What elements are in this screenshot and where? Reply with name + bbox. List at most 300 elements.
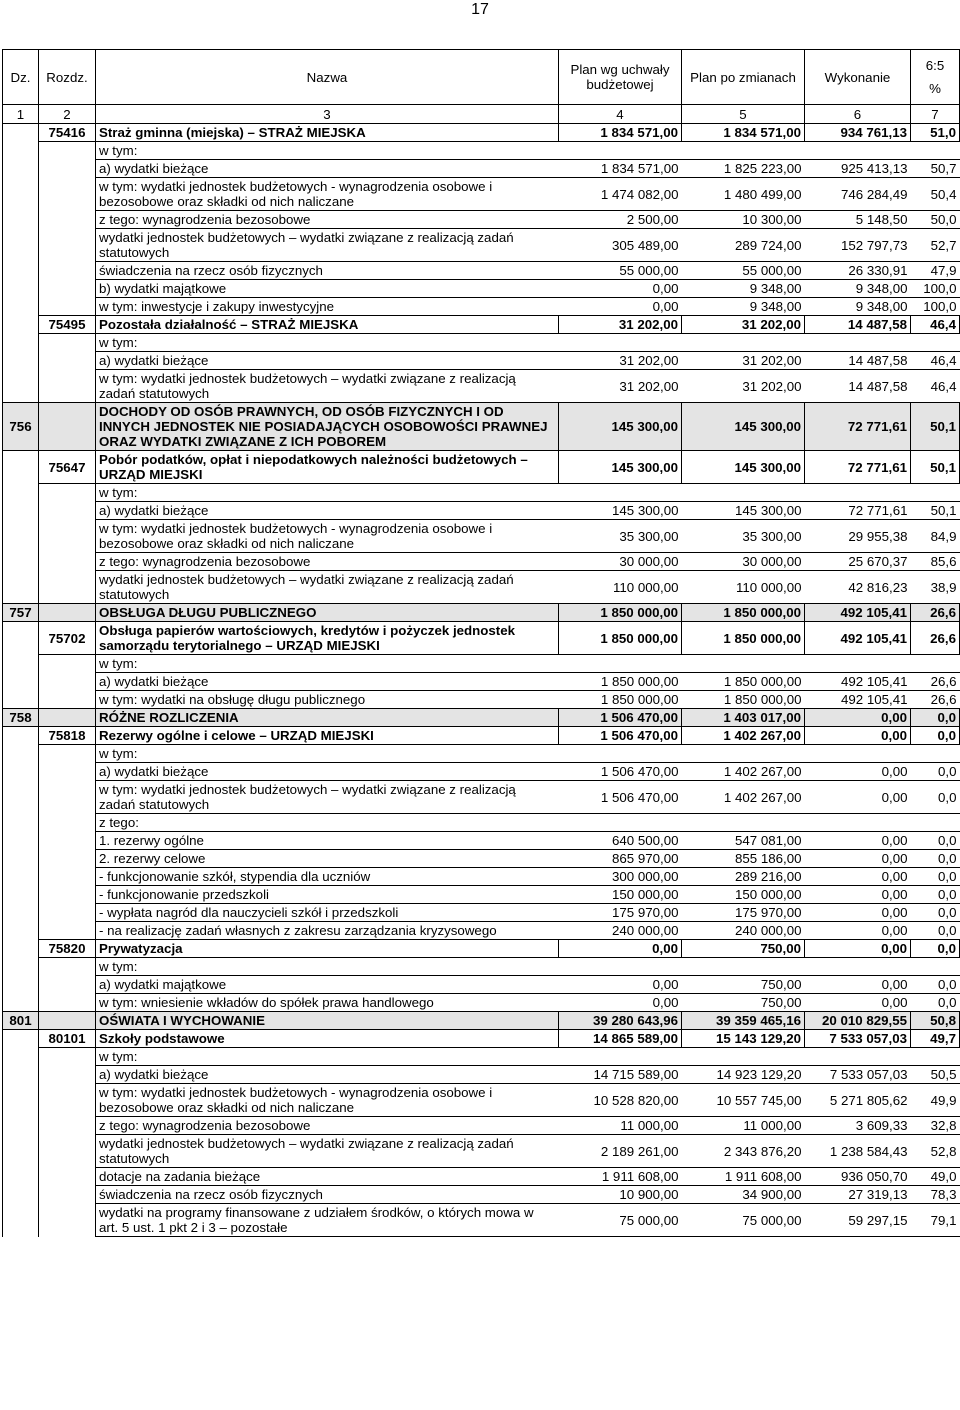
row-name: - na realizację zadań własnych z zakresu zarządzania kryzysowego (96, 922, 559, 940)
table-row (3, 904, 960, 922)
rozdzial-code (39, 1066, 96, 1084)
plan-after-changes-value: 1 402 267,00 (682, 781, 805, 814)
execution-percent: 0,0 (911, 709, 960, 727)
execution-value: 492 105,41 (805, 604, 911, 622)
execution-value: 14 487,58 (805, 370, 911, 403)
rozdzial-code (39, 958, 96, 976)
execution-percent: 0,0 (911, 763, 960, 781)
dzial-code (3, 940, 39, 958)
execution-value: 492 105,41 (805, 691, 911, 709)
dzial-code (3, 1186, 39, 1204)
header-dz: Dz. (3, 50, 39, 105)
plan-after-changes-value: 1 850 000,00 (682, 622, 805, 655)
dzial-code (3, 763, 39, 781)
rozdzial-code (39, 976, 96, 994)
row-name: w tym: wydatki jednostek budżetowych – wydatki związane z realizacją zadań statutowych (96, 370, 559, 403)
table-row (3, 763, 960, 781)
row-name: a) wydatki bieżące (96, 763, 559, 781)
execution-percent: 51,0 (911, 124, 960, 142)
execution-percent: 0,0 (911, 781, 960, 814)
execution-value: 1 238 584,43 (805, 1135, 911, 1168)
execution-percent: 26,6 (911, 604, 960, 622)
plan-after-changes-value: 1 850 000,00 (682, 604, 805, 622)
rozdzial-code (39, 763, 96, 781)
rozdzial-code (39, 160, 96, 178)
row-name: Szkoły podstawowe (96, 1030, 559, 1048)
execution-percent: 0,0 (911, 868, 960, 886)
execution-value: 152 797,73 (805, 229, 911, 262)
plan-value: 1 850 000,00 (559, 691, 682, 709)
dzial-code (3, 124, 39, 142)
table-row (3, 850, 960, 868)
row-name: Prywatyzacja (96, 940, 559, 958)
rozdzial-code (39, 502, 96, 520)
execution-value (805, 655, 911, 673)
colnum-3: 3 (96, 105, 559, 124)
execution-value: 42 816,23 (805, 571, 911, 604)
dzial-code (3, 1117, 39, 1135)
plan-after-changes-value: 1 403 017,00 (682, 709, 805, 727)
table-row (3, 352, 960, 370)
plan-value: 175 970,00 (559, 904, 682, 922)
execution-value (805, 1048, 911, 1066)
plan-after-changes-value: 31 202,00 (682, 352, 805, 370)
dzial-code (3, 298, 39, 316)
row-name: a) wydatki bieżące (96, 1066, 559, 1084)
row-name: w tym: wydatki na obsługę długu publicznego (96, 691, 559, 709)
rozdzial-code (39, 691, 96, 709)
execution-percent: 52,7 (911, 229, 960, 262)
table-row (3, 868, 960, 886)
dzial-code (3, 1135, 39, 1168)
table-row (3, 1066, 960, 1084)
rozdzial-code (39, 709, 96, 727)
plan-value: 150 000,00 (559, 886, 682, 904)
plan-value: 145 300,00 (559, 502, 682, 520)
execution-value: 0,00 (805, 976, 911, 994)
header-nazwa: Nazwa (96, 50, 559, 105)
row-name: DOCHODY OD OSÓB PRAWNYCH, OD OSÓB FIZYCZNYCH I OD INNYCH JEDNOSTEK NIE POSIADAJĄCYCH OSOBOWOŚCI PRAWNEJ ORAZ WYDATKI ZWIĄZANE Z ICH POBOREM (96, 403, 559, 451)
row-name: a) wydatki bieżące (96, 160, 559, 178)
dzial-row (3, 1012, 960, 1030)
rozdzial-code (39, 994, 96, 1012)
row-name: wydatki jednostek budżetowych – wydatki związane z realizacją zadań statutowych (96, 229, 559, 262)
rozdzial-row (3, 940, 960, 958)
dzial-code (3, 814, 39, 832)
execution-percent (911, 958, 960, 976)
execution-percent: 49,7 (911, 1030, 960, 1048)
plan-value: 10 900,00 (559, 1186, 682, 1204)
execution-value: 492 105,41 (805, 673, 911, 691)
header-plan: Plan wg uchwały budżetowej (559, 50, 682, 105)
rozdzial-code (39, 229, 96, 262)
row-name: Pozostała działalność – STRAŻ MIEJSKA (96, 316, 559, 334)
plan-after-changes-value: 11 000,00 (682, 1117, 805, 1135)
table-row (3, 298, 960, 316)
plan-value: 55 000,00 (559, 262, 682, 280)
rozdzial-code (39, 832, 96, 850)
rozdzial-code: 75647 (39, 451, 96, 484)
row-name: w tym: wydatki jednostek budżetowych - wynagrodzenia osobowe i bezosobowe oraz składki od nich naliczane (96, 178, 559, 211)
execution-value: 25 670,37 (805, 553, 911, 571)
plan-value: 1 850 000,00 (559, 622, 682, 655)
rozdzial-code (39, 886, 96, 904)
plan-after-changes-value: 145 300,00 (682, 403, 805, 451)
rozdzial-code (39, 655, 96, 673)
plan-after-changes-value: 2 343 876,20 (682, 1135, 805, 1168)
execution-percent: 38,9 (911, 571, 960, 604)
execution-value: 7 533 057,03 (805, 1066, 911, 1084)
rozdzial-code (39, 904, 96, 922)
row-name: Obsługa papierów wartościowych, kredytów i pożyczek jednostek samorządu terytorialnego – URZĄD MIEJSKI (96, 622, 559, 655)
colnum-7: 7 (911, 105, 960, 124)
rozdzial-code (39, 571, 96, 604)
execution-value: 492 105,41 (805, 622, 911, 655)
table-row (3, 178, 960, 211)
table-row (3, 211, 960, 229)
plan-after-changes-value: 547 081,00 (682, 832, 805, 850)
execution-percent: 26,6 (911, 622, 960, 655)
plan-value: 0,00 (559, 298, 682, 316)
execution-percent: 49,9 (911, 1084, 960, 1117)
table-row (3, 1168, 960, 1186)
plan-value: 0,00 (559, 976, 682, 994)
column-number-row (3, 105, 960, 124)
plan-value (559, 958, 682, 976)
plan-value: 0,00 (559, 940, 682, 958)
rozdzial-code (39, 850, 96, 868)
row-name: w tym: (96, 142, 559, 160)
plan-after-changes-value: 10 557 745,00 (682, 1084, 805, 1117)
rozdzial-code (39, 352, 96, 370)
row-name: Rezerwy ogólne i celowe – URZĄD MIEJSKI (96, 727, 559, 745)
table-row (3, 886, 960, 904)
plan-value: 1 506 470,00 (559, 709, 682, 727)
rozdzial-code (39, 142, 96, 160)
dzial-code (3, 1084, 39, 1117)
plan-after-changes-value: 1 480 499,00 (682, 178, 805, 211)
rozdzial-code: 75702 (39, 622, 96, 655)
dzial-code (3, 868, 39, 886)
execution-percent: 46,4 (911, 352, 960, 370)
plan-after-changes-value: 750,00 (682, 994, 805, 1012)
plan-value: 300 000,00 (559, 868, 682, 886)
header-row (3, 50, 960, 105)
plan-value: 31 202,00 (559, 316, 682, 334)
table-row (3, 370, 960, 403)
dzial-code (3, 745, 39, 763)
plan-value: 0,00 (559, 994, 682, 1012)
plan-after-changes-value: 34 900,00 (682, 1186, 805, 1204)
execution-value: 925 413,13 (805, 160, 911, 178)
execution-value (805, 142, 911, 160)
execution-value (805, 334, 911, 352)
dzial-code (3, 958, 39, 976)
rozdzial-code (39, 1117, 96, 1135)
rozdzial-row (3, 622, 960, 655)
plan-value: 31 202,00 (559, 352, 682, 370)
execution-percent (911, 655, 960, 673)
execution-value: 0,00 (805, 994, 911, 1012)
plan-after-changes-value: 240 000,00 (682, 922, 805, 940)
execution-percent: 79,1 (911, 1204, 960, 1237)
plan-after-changes-value: 30 000,00 (682, 553, 805, 571)
plan-after-changes-value: 31 202,00 (682, 316, 805, 334)
plan-value: 1 850 000,00 (559, 604, 682, 622)
execution-value: 0,00 (805, 922, 911, 940)
dzial-code (3, 553, 39, 571)
table-row (3, 781, 960, 814)
execution-percent: 0,0 (911, 727, 960, 745)
dzial-code (3, 334, 39, 352)
row-name: w tym: (96, 1048, 559, 1066)
execution-value (805, 958, 911, 976)
dzial-code (3, 622, 39, 655)
plan-after-changes-value: 39 359 465,16 (682, 1012, 805, 1030)
row-name: świadczenia na rzecz osób fizycznych (96, 1186, 559, 1204)
plan-after-changes-value (682, 142, 805, 160)
plan-value: 1 506 470,00 (559, 781, 682, 814)
row-name: RÓŻNE ROZLICZENIA (96, 709, 559, 727)
table-row (3, 1204, 960, 1237)
execution-percent (911, 814, 960, 832)
plan-after-changes-value: 15 143 129,20 (682, 1030, 805, 1048)
table-row (3, 1135, 960, 1168)
rozdzial-code (39, 403, 96, 451)
plan-value: 2 500,00 (559, 211, 682, 229)
dzial-code (3, 316, 39, 334)
dzial-code (3, 178, 39, 211)
rozdzial-code (39, 298, 96, 316)
execution-value (805, 745, 911, 763)
plan-value: 305 489,00 (559, 229, 682, 262)
rozdzial-code (39, 1135, 96, 1168)
execution-percent: 50,1 (911, 451, 960, 484)
execution-percent: 46,4 (911, 370, 960, 403)
row-name: 1. rezerwy ogólne (96, 832, 559, 850)
colnum-6: 6 (805, 105, 911, 124)
rozdzial-code (39, 604, 96, 622)
budget-body (3, 124, 960, 1237)
header-pct-ratio: 6:5 (925, 58, 945, 73)
colnum-4: 4 (559, 105, 682, 124)
plan-after-changes-value: 10 300,00 (682, 211, 805, 229)
table-row (3, 958, 960, 976)
plan-value: 240 000,00 (559, 922, 682, 940)
execution-value: 0,00 (805, 850, 911, 868)
plan-value (559, 142, 682, 160)
execution-percent: 26,6 (911, 673, 960, 691)
row-name: - funkcjonowanie szkół, stypendia dla uczniów (96, 868, 559, 886)
table-row (3, 142, 960, 160)
rozdzial-code: 75416 (39, 124, 96, 142)
plan-after-changes-value: 1 850 000,00 (682, 691, 805, 709)
dzial-code (3, 451, 39, 484)
dzial-code (3, 229, 39, 262)
plan-after-changes-value: 289 724,00 (682, 229, 805, 262)
rozdzial-row (3, 124, 960, 142)
execution-percent: 32,8 (911, 1117, 960, 1135)
plan-after-changes-value: 1 834 571,00 (682, 124, 805, 142)
table-row (3, 1186, 960, 1204)
dzial-code (3, 904, 39, 922)
execution-value: 0,00 (805, 781, 911, 814)
colnum-2: 2 (39, 105, 96, 124)
plan-value (559, 1048, 682, 1066)
table-row (3, 691, 960, 709)
row-name: w tym: inwestycje i zakupy inwestycyjne (96, 298, 559, 316)
row-name: 2. rezerwy celowe (96, 850, 559, 868)
row-name: dotacje na zadania bieżące (96, 1168, 559, 1186)
dzial-code (3, 484, 39, 502)
dzial-code: 757 (3, 604, 39, 622)
execution-percent: 47,9 (911, 262, 960, 280)
plan-value: 0,00 (559, 280, 682, 298)
execution-percent: 50,1 (911, 502, 960, 520)
execution-value: 72 771,61 (805, 451, 911, 484)
execution-value: 0,00 (805, 886, 911, 904)
row-name: a) wydatki bieżące (96, 673, 559, 691)
rozdzial-code (39, 178, 96, 211)
rozdzial-code (39, 922, 96, 940)
plan-after-changes-value: 1 850 000,00 (682, 673, 805, 691)
table-row (3, 1048, 960, 1066)
rozdzial-code (39, 868, 96, 886)
rozdzial-code: 75818 (39, 727, 96, 745)
dzial-code (3, 262, 39, 280)
plan-after-changes-value: 1 911 608,00 (682, 1168, 805, 1186)
execution-percent (911, 142, 960, 160)
table-row (3, 922, 960, 940)
dzial-code (3, 850, 39, 868)
table-row (3, 1084, 960, 1117)
row-name: Straż gminna (miejska) – STRAŻ MIEJSKA (96, 124, 559, 142)
table-row (3, 832, 960, 850)
table-row (3, 1117, 960, 1135)
plan-value: 2 189 261,00 (559, 1135, 682, 1168)
rozdzial-code (39, 1048, 96, 1066)
rozdzial-code (39, 745, 96, 763)
header-plan-zmiany: Plan po zmianach (682, 50, 805, 105)
rozdzial-code (39, 553, 96, 571)
execution-value: 0,00 (805, 709, 911, 727)
table-row (3, 334, 960, 352)
execution-value: 72 771,61 (805, 403, 911, 451)
execution-value (805, 814, 911, 832)
table-row (3, 814, 960, 832)
table-row (3, 280, 960, 298)
plan-after-changes-value: 1 402 267,00 (682, 727, 805, 745)
plan-value (559, 745, 682, 763)
table-row (3, 160, 960, 178)
execution-value: 0,00 (805, 904, 911, 922)
rozdzial-code (39, 814, 96, 832)
rozdzial-code (39, 262, 96, 280)
dzial-code (3, 502, 39, 520)
rozdzial-code (39, 1186, 96, 1204)
plan-value: 145 300,00 (559, 451, 682, 484)
table-row (3, 994, 960, 1012)
dzial-row (3, 709, 960, 727)
execution-value: 0,00 (805, 763, 911, 781)
plan-value: 1 834 571,00 (559, 160, 682, 178)
row-name: w tym: wydatki jednostek budżetowych - wynagrodzenia osobowe i bezosobowe oraz składki od nich naliczane (96, 520, 559, 553)
dzial-code (3, 922, 39, 940)
execution-value: 0,00 (805, 868, 911, 886)
plan-after-changes-value: 31 202,00 (682, 370, 805, 403)
dzial-code (3, 1030, 39, 1048)
rozdzial-row (3, 727, 960, 745)
execution-percent: 50,4 (911, 178, 960, 211)
row-name: świadczenia na rzecz osób fizycznych (96, 262, 559, 280)
header-pct-unit: % (929, 81, 941, 96)
dzial-code (3, 571, 39, 604)
plan-after-changes-value: 1 825 223,00 (682, 160, 805, 178)
rozdzial-row (3, 451, 960, 484)
execution-value: 59 297,15 (805, 1204, 911, 1237)
execution-percent (911, 484, 960, 502)
table-row (3, 571, 960, 604)
rozdzial-code (39, 280, 96, 298)
plan-after-changes-value: 150 000,00 (682, 886, 805, 904)
table-row (3, 520, 960, 553)
rozdzial-code (39, 1012, 96, 1030)
table-row (3, 229, 960, 262)
plan-value: 14 865 589,00 (559, 1030, 682, 1048)
plan-value: 75 000,00 (559, 1204, 682, 1237)
execution-value: 5 148,50 (805, 211, 911, 229)
plan-value: 35 300,00 (559, 520, 682, 553)
execution-percent: 0,0 (911, 922, 960, 940)
plan-value: 1 911 608,00 (559, 1168, 682, 1186)
rozdzial-code (39, 1204, 96, 1237)
table-row (3, 673, 960, 691)
execution-percent: 0,0 (911, 886, 960, 904)
rozdzial-code: 80101 (39, 1030, 96, 1048)
execution-percent: 26,6 (911, 691, 960, 709)
execution-value: 5 271 805,62 (805, 1084, 911, 1117)
plan-value: 1 506 470,00 (559, 727, 682, 745)
plan-after-changes-value: 145 300,00 (682, 451, 805, 484)
plan-after-changes-value: 9 348,00 (682, 280, 805, 298)
dzial-code (3, 142, 39, 160)
dzial-code (3, 976, 39, 994)
dzial-code (3, 160, 39, 178)
execution-value: 934 761,13 (805, 124, 911, 142)
execution-percent: 50,0 (911, 211, 960, 229)
execution-percent: 50,8 (911, 1012, 960, 1030)
plan-value: 10 528 820,00 (559, 1084, 682, 1117)
table-row (3, 655, 960, 673)
rozdzial-code (39, 484, 96, 502)
rozdzial-code (39, 211, 96, 229)
plan-after-changes-value: 289 216,00 (682, 868, 805, 886)
rozdzial-code: 75820 (39, 940, 96, 958)
execution-percent: 100,0 (911, 298, 960, 316)
execution-percent (911, 1048, 960, 1066)
execution-value: 26 330,91 (805, 262, 911, 280)
execution-value: 3 609,33 (805, 1117, 911, 1135)
table-row (3, 553, 960, 571)
dzial-code (3, 520, 39, 553)
execution-percent: 49,0 (911, 1168, 960, 1186)
rozdzial-code (39, 673, 96, 691)
dzial-code (3, 655, 39, 673)
plan-after-changes-value: 55 000,00 (682, 262, 805, 280)
dzial-code (3, 1048, 39, 1066)
plan-after-changes-value (682, 655, 805, 673)
dzial-code (3, 211, 39, 229)
